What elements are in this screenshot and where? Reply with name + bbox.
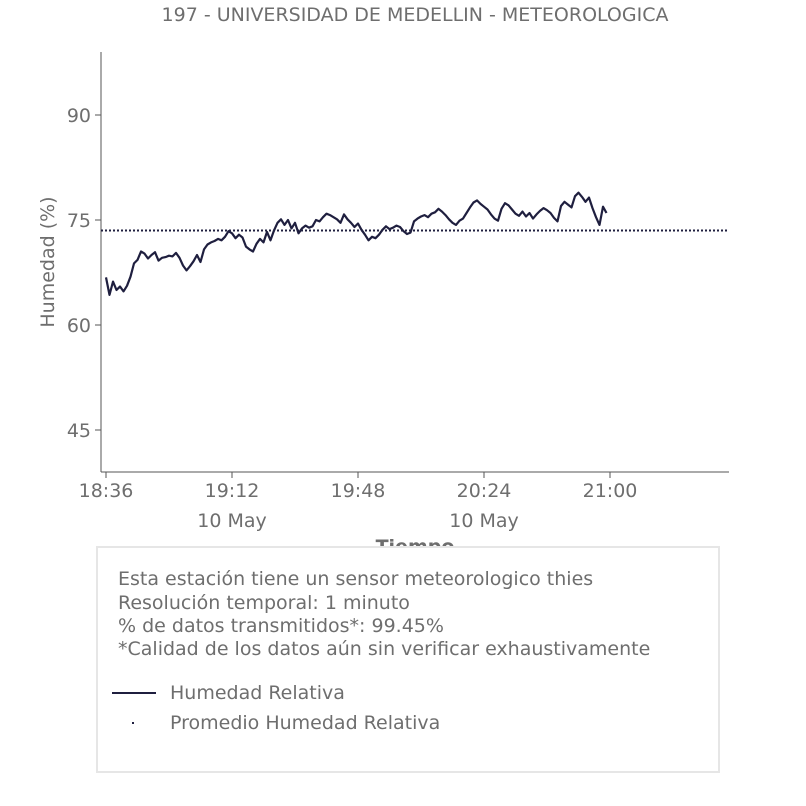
x-tick-date-label: 10 May xyxy=(449,510,519,532)
y-tick-label: 75 xyxy=(66,210,91,232)
info-quality-text: *Calidad de los datos aún sin verificar exhaustivamente xyxy=(118,638,651,660)
y-axis-label: Humedad (%) xyxy=(37,196,59,328)
x-tick-label: 19:48 xyxy=(330,480,386,502)
legend-label-average: Promedio Humedad Relativa xyxy=(170,712,441,734)
x-axis xyxy=(79,472,638,532)
info-transmitted-text: % de datos transmitidos*: 99.45% xyxy=(118,615,444,637)
series-group xyxy=(101,193,729,295)
y-tick-label: 45 xyxy=(66,420,91,442)
legend-item-average xyxy=(110,711,440,735)
x-tick-label: 20:24 xyxy=(456,480,512,502)
x-tick-date-label: 10 May xyxy=(197,510,267,532)
x-tick-label: 18:36 xyxy=(78,480,134,502)
y-axis xyxy=(67,105,101,442)
chart-title: 197 - UNIVERSIDAD DE MEDELLIN - METEOROLOGICA xyxy=(161,4,669,26)
legend-item-humidity xyxy=(110,681,345,705)
legend-line-swatch xyxy=(110,681,156,705)
x-tick-label: 21:00 xyxy=(582,480,638,502)
info-box xyxy=(96,546,720,773)
legend-dot-swatch xyxy=(110,711,156,735)
x-tick-label: 19:12 xyxy=(204,480,260,502)
y-tick-label: 90 xyxy=(66,105,91,127)
info-resolution-text: Resolución temporal: 1 minuto xyxy=(118,592,410,614)
series-line-humidity xyxy=(106,193,607,295)
info-sensor-text: Esta estación tiene un sensor meteorologico thies xyxy=(118,568,594,590)
legend-label-humidity: Humedad Relativa xyxy=(170,682,345,704)
y-tick-label: 60 xyxy=(66,315,91,337)
